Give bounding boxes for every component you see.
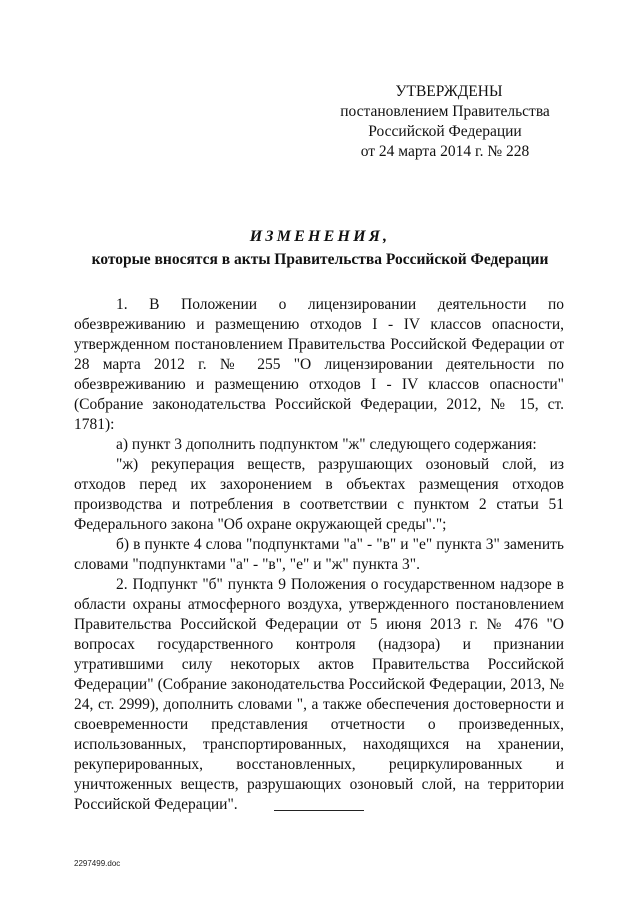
paragraph-item-a: а) пункт 3 дополнить подпунктом "ж" следующего содержания:: [116, 436, 537, 453]
approval-line: Российской Федерации: [368, 123, 522, 140]
document-body: [74, 295, 564, 815]
paragraph-2: 2. Подпункт "б" пункта 9 Положения о государственном надзоре в области охраны атмосферного воздуха, утвержденного постановлением Правительства Российской Федерации от 5 июня 2013 г. № 476 "О вопросах государственного контроля (надзора) и признании утратившими силу некоторых актов Правительства Российской Федерации" (Собрание законодательства Российской Федерации, 2013, № 24, ст. 2999), дополнить словами ", а также обеспечения достоверности и своевременности представления отчетности о произведенных, использованных, транспортированных, находящихся на хранении, рекуперированных, восстановленных, рециркулированных и уничтоженных веществ, разрушающих озоновый слой, на территории Российской Федерации".: [74, 576, 564, 813]
approval-block: [330, 82, 560, 162]
approval-date-number: от 24 марта 2014 г. № 228: [360, 143, 530, 160]
paragraph-1: 1. В Положении о лицензировании деятельности по обезвреживанию и размещению отходов I - IV классов опасности, утвержденном постановлением Правительства Российской Федерации от 28 марта 2012 г. № 255 "О лицензировании деятельности по обезвреживанию и размещению отходов I - IV классов опасности" (Собрание законодательства Российской Федерации, 2012, № 15, ст. 1781):: [74, 296, 564, 433]
footer-document-name: 2297499.doc: [74, 859, 121, 868]
end-separator-line: [274, 810, 364, 811]
approval-title: УТВЕРЖДЕНЫ: [395, 83, 503, 100]
approval-line: постановлением Правительства: [340, 103, 550, 120]
paragraph-subitem-zh: "ж) рекуперация веществ, разрушающих озоновый слой, из отходов перед их захоронением в объектах размещения отходов производства и потребления в соответствии с пунктом 2 статьи 51 Федерального закона "Об охране окружающей среды".";: [74, 456, 564, 533]
document-subheading: которые вносятся в акты Правительства Российской Федерации: [91, 251, 549, 268]
document-heading: ИЗМЕНЕНИЯ,: [249, 228, 391, 245]
paragraph-item-b: б) в пункте 4 слова "подпунктами "а" - "в" и "е" пункта 3" заменить словами "подпунктами "а" - "в", "е" и "ж" пункта 3".: [74, 536, 564, 573]
